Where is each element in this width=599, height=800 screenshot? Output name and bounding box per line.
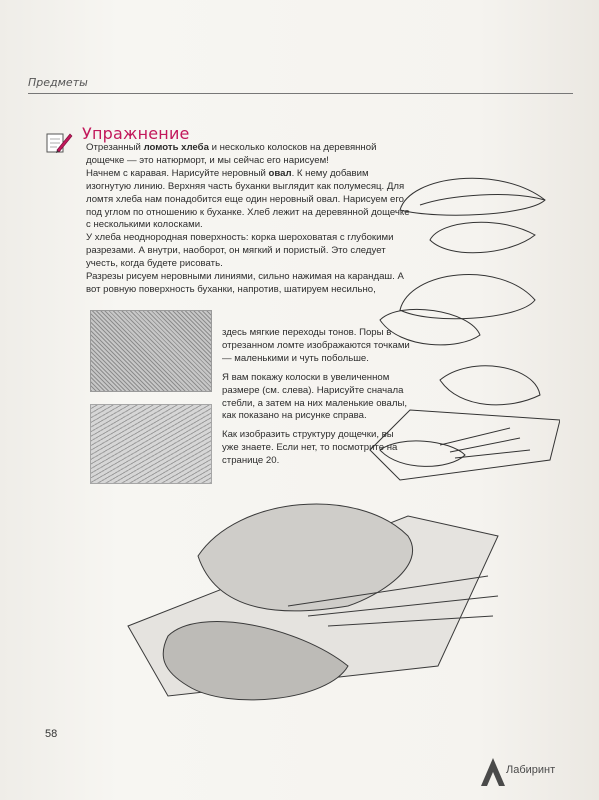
notebook-pencil-icon [44,128,74,156]
header-divider [28,93,573,94]
paragraph: Начнем с каравая. Нарисуйте неровный овал. К нему добавим изогнутую линию. Верхняя часть буханки выглядит как полумесяц. Для ломтя хлеба нам понадобится еще один неровный овал. Нарисуем его под углом по отношению к буханке. Хлеб лежит на деревянной дощечке с несколькими колосками. [86,167,410,231]
paragraph: Разрезы рисуем неровными линиями, сильно нажимая на карандаш. А вот ровную поверхность буханки, напротив, шатируем несильно, [86,271,404,295]
paragraph: У хлеба неоднородная поверхность: корка шероховатая с глубокими разрезами. А внутри, наоборот, он мягкий и пористый. Это следует учесть, когда будете рисовать. [86,232,394,270]
wheat-ears-photo [90,404,212,484]
watermark-text: Лабиринт [506,764,556,776]
paragraph: здесь мягкие переходы тонов. Поры в отрезанном ломте изображаются точками — маленькими и чуть побольше. [222,327,410,364]
page-header [28,76,573,96]
paragraph: Отрезанный ломоть хлеба и несколько колосков на деревянной дощечке — это натюрморт, и мы сейчас его нарисуем! [86,142,377,166]
bread-step-sketches [360,160,560,500]
section-label: Предметы [28,76,88,89]
paragraph: Я вам покажу колоски в увеличенном размере (см. слева). Нарисуйте сначала стебли, а затем на них маленькие овалы, как показано на рисунке справа. [222,371,408,422]
bread-still-life-illustration [108,486,528,726]
page-number: 58 [45,728,58,740]
paragraph: Как изобразить структуру дощечки, вы уже знаете. Если нет, то посмотрите на странице 20. [222,429,398,467]
bread-texture-photo [90,310,212,392]
exercise-title: Упражнение [82,124,190,143]
